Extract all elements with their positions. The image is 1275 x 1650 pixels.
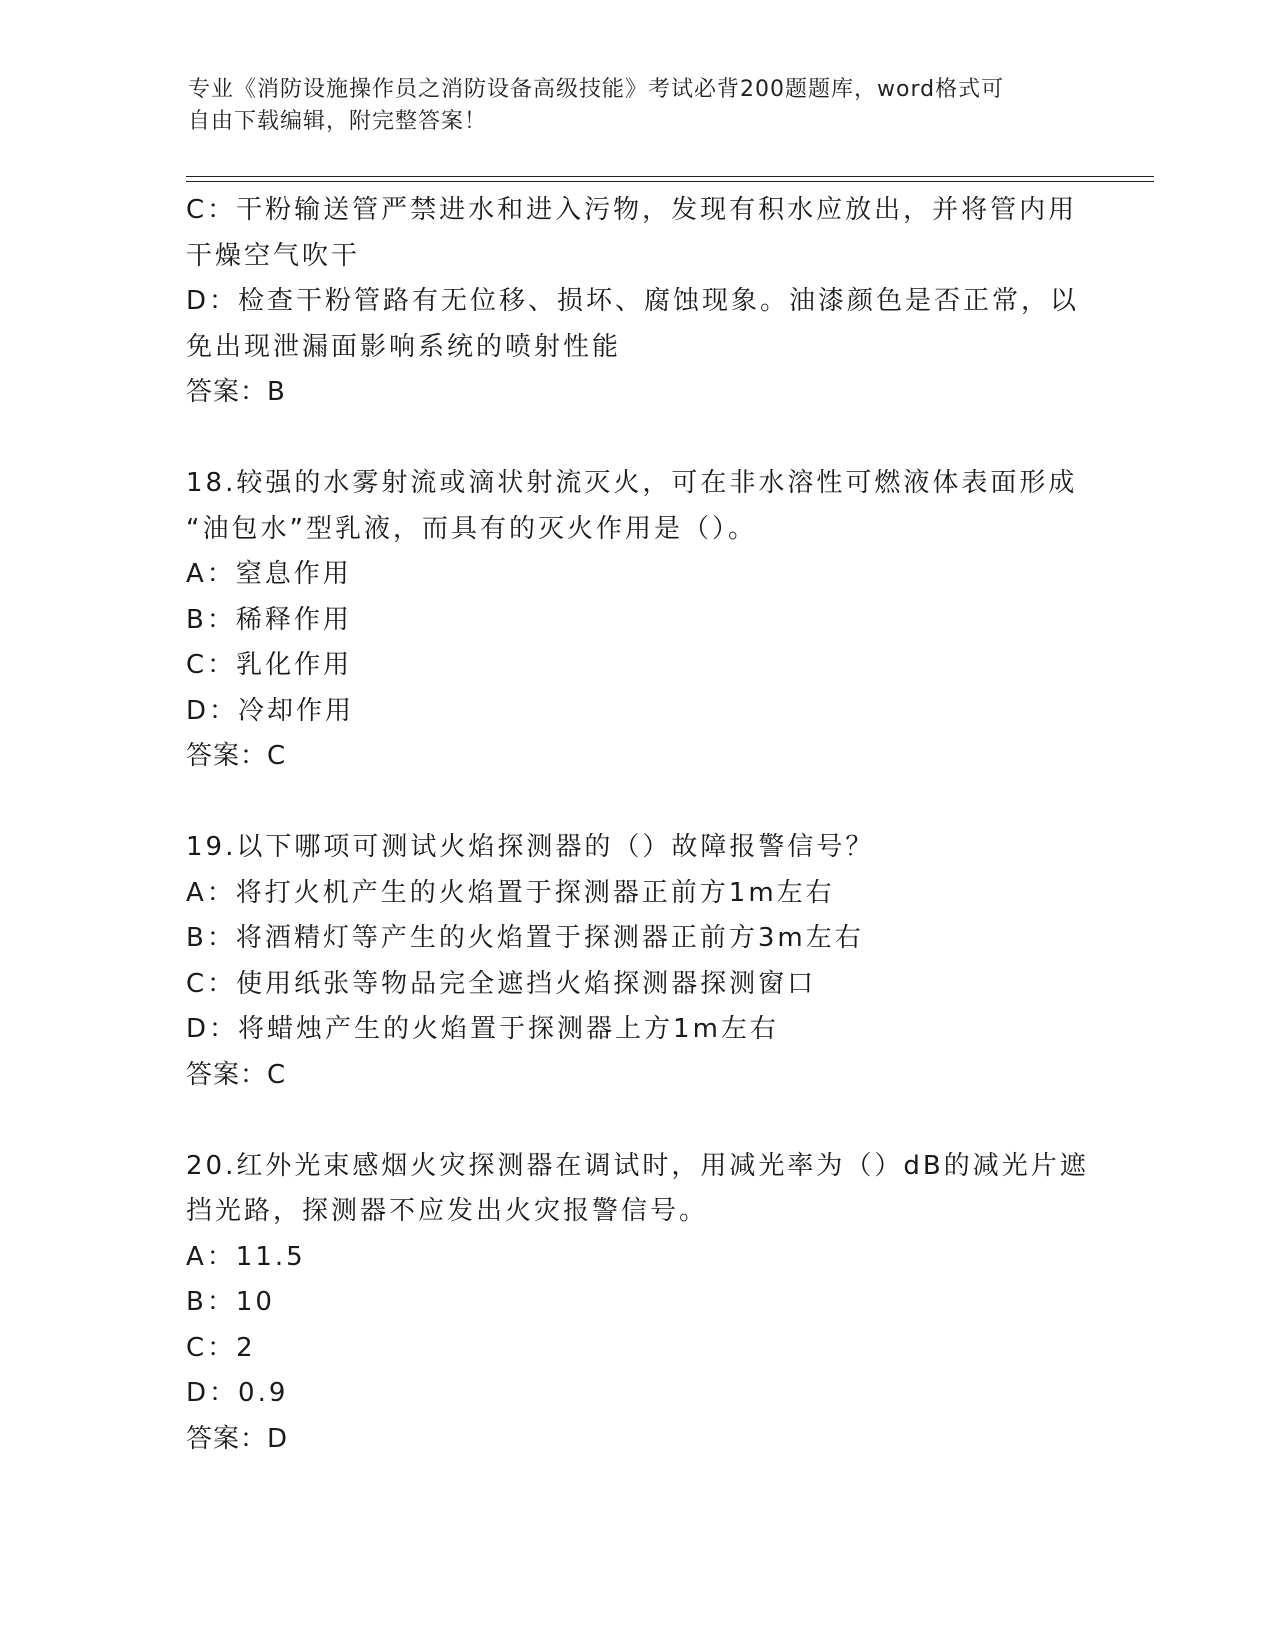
- question-stem-line-1: 18.较强的水雾射流或滴状射流灭火，可在非水溶性可燃液体表面形成: [186, 468, 1078, 498]
- page-header: [188, 74, 1068, 138]
- question-17-continued: [186, 188, 1086, 416]
- option-d-line-2: 免出现泄漏面影响系统的喷射性能: [186, 331, 622, 362]
- question-stem-line-1: 20.红外光束感烟火灾探测器在调试时，用减光率为（）dB的减光片遮: [186, 1150, 1089, 1181]
- question-stem-line-1: 19.以下哪项可测试火焰探测器的（）故障报警信号？: [186, 832, 875, 862]
- answer: 答案：C: [186, 741, 287, 771]
- header-divider-bottom: [186, 181, 1154, 182]
- option-a: A：11.5: [186, 1241, 306, 1272]
- option-d: D：冷却作用: [186, 695, 355, 726]
- option-b: B：稀释作用: [186, 604, 352, 635]
- option-d-line-1: D：检查干粉管路有无位移、损坏、腐蚀现象。油漆颜色是否正常，以: [186, 286, 1080, 316]
- option-a: A：将打火机产生的火焰置于探测器正前方1m左右: [186, 877, 835, 908]
- header-divider-top: [186, 176, 1154, 177]
- spacer: [186, 1098, 1086, 1144]
- option-c: C：使用纸张等物品完全遮挡火焰探测器探测窗口: [186, 968, 817, 999]
- spacer: [186, 416, 1086, 462]
- option-d: D：将蜡烛产生的火焰置于探测器上方1m左右: [186, 1014, 779, 1044]
- question-18: [186, 461, 1086, 780]
- option-b: B：10: [186, 1287, 275, 1317]
- option-c: C：2: [186, 1332, 256, 1363]
- option-a: A：窒息作用: [186, 559, 352, 589]
- answer: 答案：B: [186, 377, 286, 407]
- spacer: [186, 780, 1086, 826]
- question-20: [186, 1144, 1089, 1463]
- option-c-line-1: C：干粉输送管严禁进水和进入污物，发现有积水应放出，并将管内用: [186, 195, 1078, 225]
- question-stem-line-2: “油包水”型乳液，而具有的灭火作用是（）。: [186, 513, 757, 544]
- question-list: [186, 188, 1089, 1462]
- option-c: C：乳化作用: [186, 650, 353, 680]
- option-b: B：将酒精灯等产生的火焰置于探测器正前方3m左右: [186, 923, 864, 953]
- question-stem-line-2: 挡光路，探测器不应发出火灾报警信号。: [186, 1196, 709, 1226]
- question-19: [186, 825, 1086, 1098]
- answer: 答案：D: [186, 1423, 289, 1454]
- option-d: D：0.9: [186, 1378, 289, 1408]
- header-line-1: 专业《消防设施操作员之消防设备高级技能》考试必背200题题库，word格式可: [188, 77, 1005, 102]
- answer: 答案：C: [186, 1059, 287, 1090]
- header-line-2: 自由下载编辑，附完整答案！: [188, 109, 488, 134]
- option-c-line-2: 干燥空气吹干: [186, 240, 361, 271]
